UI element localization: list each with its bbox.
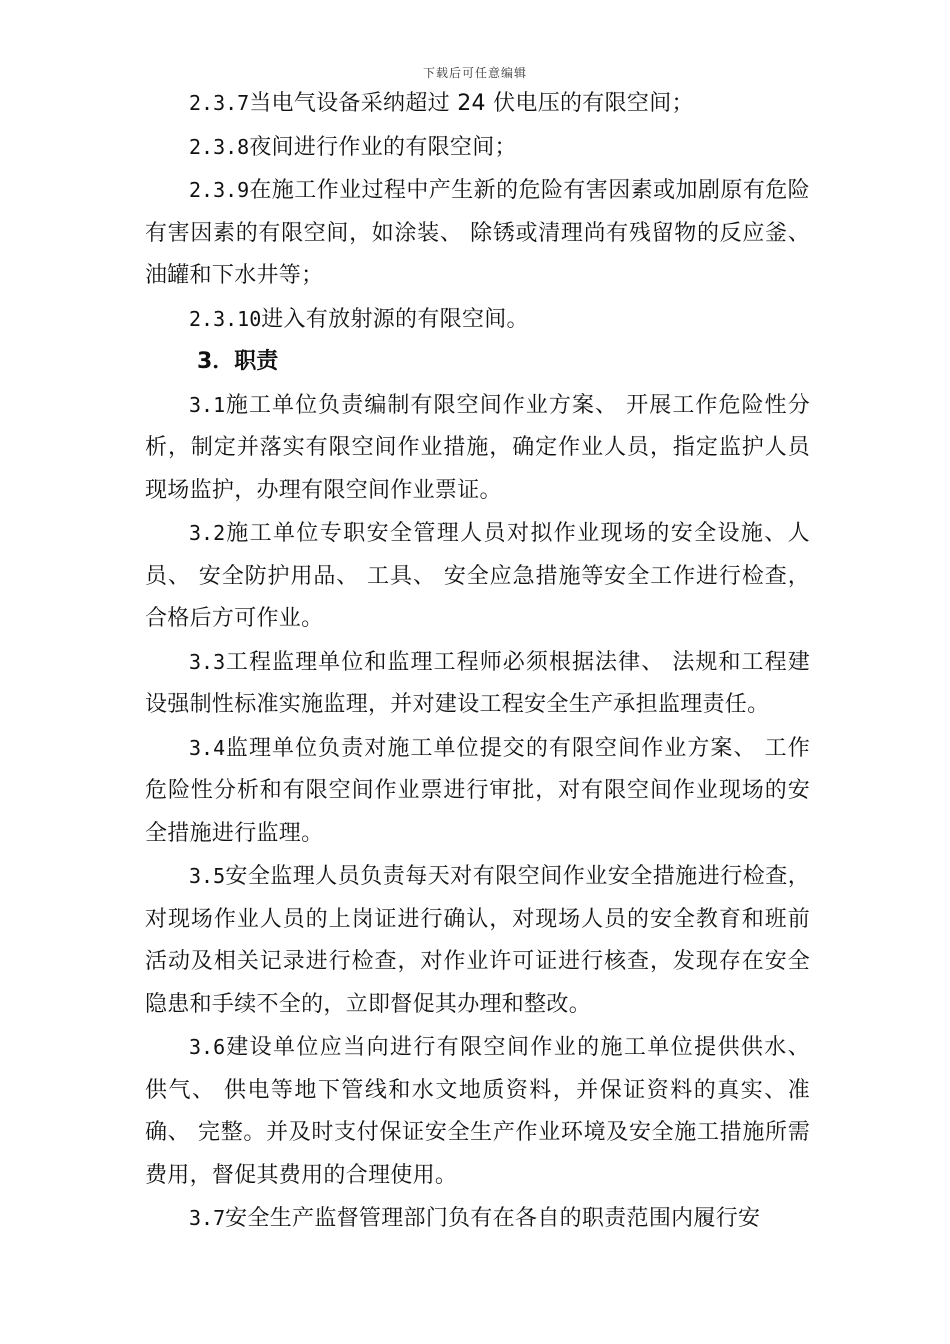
paragraph-3-1	[145, 384, 810, 513]
paragraph-2-3-8	[145, 126, 810, 170]
paragraph-text: 施工单位专职安全管理人员对拟作业现场的安全设施、人员、 安全防护用品、 工具、 安全应急措施等安全工作进行检查，合格后方可作业。	[145, 521, 810, 631]
paragraph-text: 在施工作业过程中产生新的危险有害因素或加剧原有危险有害因素的有限空间，如涂装、 除锈或清理尚有残留物的反应釜、 油罐和下水井等；	[145, 178, 810, 288]
paragraph-2-3-7	[145, 82, 810, 126]
clause-number: 3.3	[189, 649, 226, 674]
paragraph-2-3-10	[145, 298, 810, 342]
clause-number: 3.5	[189, 864, 226, 888]
paragraph-text: 当电气设备采纳超过 24 伏电压的有限空间；	[249, 91, 694, 116]
document-body	[145, 82, 810, 1241]
paragraph-3-6	[145, 1026, 810, 1197]
section-title: 3．职责	[197, 349, 279, 374]
paragraph-2-3-9	[145, 169, 810, 298]
paragraph-text: 安全生产监督管理部门负有在各自的职责范围内履行安	[225, 1206, 761, 1231]
paragraph-text: 施工单位负责编制有限空间作业方案、 开展工作危险性分析，制定并落实有限空间作业措施，确定作业人员，指定监护人员现场监护，办理有限空间作业票证。	[145, 392, 810, 503]
paragraph-3-4	[145, 727, 810, 856]
clause-number: 3.4	[189, 735, 226, 760]
paragraph-text: 进入有放射源的有限空间。	[261, 306, 529, 332]
paragraph-3-5	[145, 855, 810, 1026]
clause-number: 3.6	[189, 1035, 226, 1059]
clause-number: 2.3.7	[189, 91, 250, 115]
paragraph-text: 监理单位负责对施工单位提交的有限空间作业方案、 工作危险性分析和有限空间作业票进行审批，对有限空间作业现场的安全措施进行监理。	[145, 735, 810, 846]
header-note: 下载后可任意编辑	[422, 66, 527, 80]
clause-number: 3.2	[189, 521, 226, 545]
paragraph-3-3	[145, 641, 810, 727]
clause-number: 3.7	[189, 1206, 226, 1230]
clause-number: 2.3.8	[189, 134, 250, 159]
paragraph-text: 安全监理人员负责每天对有限空间作业安全措施进行检查，对现场作业人员的上岗证进行确认，对现场人员的安全教育和班前活动及相关记录进行检查，对作业许可证进行核查，发现存在安全隐患和手续不全的，立即督促其办理和整改。	[145, 864, 810, 1017]
clause-number: 2.3.10	[189, 306, 262, 331]
paragraph-3-7	[145, 1197, 810, 1241]
paragraph-text: 工程监理单位和监理工程师必须根据法律、 法规和工程建设强制性标准实施监理，并对建设工程安全生产承担监理责任。	[145, 649, 810, 717]
clause-number: 2.3.9	[189, 178, 250, 202]
paragraph-3-2	[145, 512, 810, 641]
paragraph-text: 建设单位应当向进行有限空间作业的施工单位提供供水、 供气、 供电等地下管线和水文地质资料，并保证资料的真实、准确、 完整。并及时支付保证安全生产作业环境及安全施工措施所需费用，督促其费用的合理使用。	[145, 1035, 810, 1188]
clause-number: 3.1	[189, 392, 226, 417]
paragraph-text: 夜间进行作业的有限空间；	[249, 134, 517, 160]
